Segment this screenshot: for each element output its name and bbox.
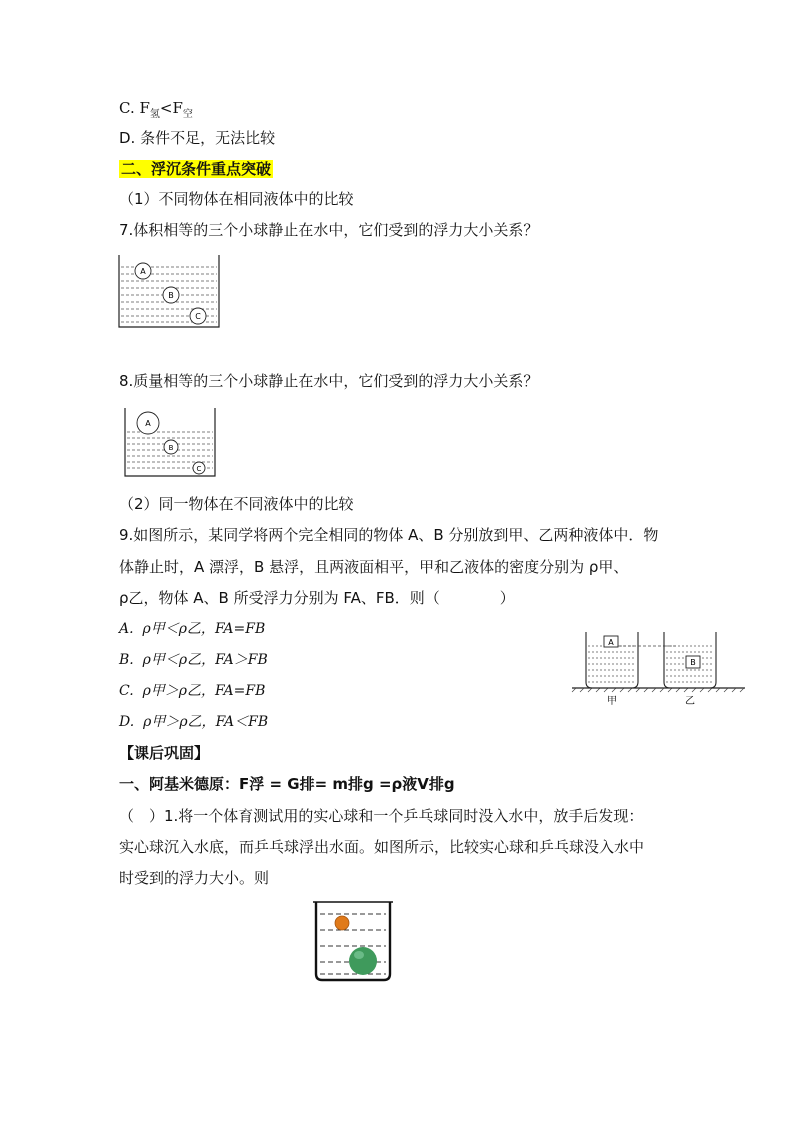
svg-text:B: B <box>168 291 174 300</box>
svg-text:C: C <box>195 312 201 321</box>
question-9-line-3: ρ乙，物体 A、B 所受浮力分别为 FA、FB．则（ ） <box>119 589 515 607</box>
q8-figure <box>124 408 216 478</box>
subsection-2: （2）同一物体在不同液体中的比较 <box>119 495 354 513</box>
homework-q1-line-2: 实心球沉入水底，而乒乓球浮出水面。如图所示，比较实心球和乒乓球没入水中 <box>119 838 645 856</box>
q9-figure <box>572 632 746 710</box>
homework-title: 【课后巩固】 <box>119 744 210 762</box>
ball-c <box>190 308 206 324</box>
svg-text:A: A <box>608 638 614 647</box>
option-a: A. ρ甲＜ρ乙，FA=FB <box>119 621 266 637</box>
question-9-line-1: 9.如图所示，某同学将两个完全相同的物体 A、B 分别放到甲、乙两种液体中．物 <box>119 526 659 544</box>
solid-ball <box>349 947 377 975</box>
ball-a <box>135 263 151 279</box>
ball-c <box>193 462 205 474</box>
ball-b <box>164 440 178 454</box>
option-c-q9: C. ρ甲＞ρ乙，FA=FB <box>119 683 266 699</box>
option-d: D. 条件不足，无法比较 <box>119 129 276 147</box>
q7-figure <box>118 255 220 328</box>
svg-text:C: C <box>196 465 202 473</box>
homework-q1-line-3: 时受到的浮力大小。则 <box>119 869 270 887</box>
option-b: B. ρ甲＜ρ乙，FA＞FB <box>119 652 268 668</box>
homework-beaker-figure <box>312 900 394 982</box>
question-7: 7.体积相等的三个小球静止在水中，它们受到的浮力大小关系？ <box>119 221 539 239</box>
question-8: 8.质量相等的三个小球静止在水中，它们受到的浮力大小关系？ <box>119 372 539 390</box>
svg-text:B: B <box>690 658 696 667</box>
ball-a <box>137 412 159 434</box>
section-title: 二、浮沉条件重点突破 <box>121 160 272 178</box>
question-9-line-2: 体静止时，A 漂浮，B 悬浮，且两液面相平，甲和乙液体的密度分别为 ρ甲、 <box>119 558 629 576</box>
homework-section-title: 一、阿基米德原：F浮 = G排= m排g =ρ液V排g <box>119 775 455 793</box>
svg-text:A: A <box>140 267 146 276</box>
svg-text:B: B <box>168 444 174 452</box>
option-c: C. $F_氢<F_空$ <box>119 99 193 120</box>
ball-b <box>163 287 179 303</box>
svg-text:A: A <box>145 419 151 428</box>
pingpong-ball <box>335 916 349 930</box>
subsection-1: （1）不同物体在相同液体中的比较 <box>119 190 354 208</box>
homework-q1-line-1: （ ）1.将一个体育测试用的实心球和一个乒乓球同时没入水中，放手后发现： <box>119 807 644 825</box>
svg-text:乙: 乙 <box>685 696 695 707</box>
svg-text:甲: 甲 <box>607 696 617 707</box>
option-d-q9: D. ρ甲＞ρ乙，FA＜FB <box>119 714 269 730</box>
